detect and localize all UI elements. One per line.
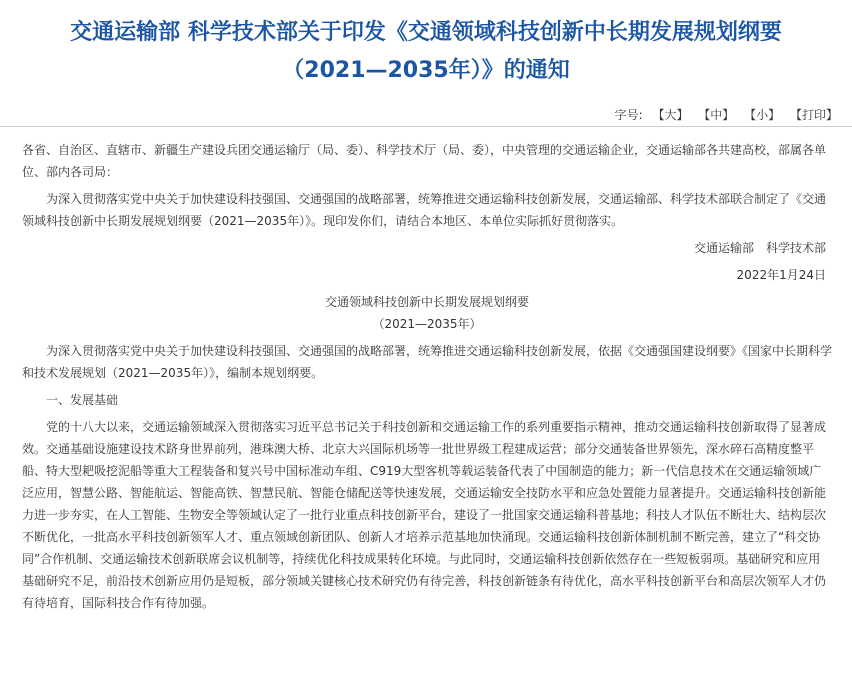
section-heading: 一、发展基础 [46,393,119,407]
article-body [22,139,832,614]
font-size-large-link[interactable]: 【大】 [652,108,689,122]
font-size-small-link[interactable]: 【小】 [744,108,781,122]
title-line-1: 交通运输部 科学技术部关于印发《交通领域科技创新中长期发展规划纲要 [70,20,782,45]
font-size-toolbar [615,106,838,123]
notice-date: 2022年1月24日 [736,268,826,282]
header-divider [0,126,852,127]
outline-period: （2021—2035年） [372,317,482,331]
print-link[interactable]: 【打印】 [789,108,838,122]
notice-recipients: 各省、自治区、直辖市、新疆生产建设兵团交通运输厅（局、委）、科学技术厅（局、委），中央管理的交通运输企业，交通运输部各共建高校，部属各单位、部内各司局： [22,143,827,179]
notice-body: 为深入贯彻落实党中央关于加快建设科技强国、交通强国的战略部署，统筹推进交通运输科技创新发展，交通运输部、科学技术部联合制定了《交通领域科技创新中长期发展规划纲要（2021—2035年）》。现印发你们，请结合本地区、本单位实际抓好贯彻落实。 [22,192,827,228]
page-title [0,14,852,90]
title-line-2: （2021—2035年）》的通知 [282,58,570,83]
notice-signature: 交通运输部 科学技术部 [693,241,826,255]
font-size-label: 字号: [614,108,643,122]
section-paragraph: 党的十八大以来，交通运输领域深入贯彻落实习近平总书记关于科技创新和交通运输工作的系列重要指示精神，推动交通运输科技创新取得了显著成效。交通基础设施建设技术跻身世界前列，港珠澳大桥、北京大兴国际机场等一批世界级工程建成运营；部分交通装备世界领先，深水碎石高精度整平船、特大型耙吸挖泥船等重大工程装备和复兴号中国标准动车组、C919大型客机等载运装备代表了中国制造的能力；新一代信息技术在交通运输领域广泛应用，智慧公路、智能航运、智能高铁、智慧民航、智能仓储配送等快速发展，交通运输安全技防水平和应急处置能力显著提升。交通运输科技创新能力进一步夯实，在人工智能、生物安全等领域认定了一批行业重点科技创新平台，建设了一批国家交通运输科普基地；科技人才队伍不断壮大、结构层次不断优化，一批高水平科技创新领军人才、重点领域创新团队、创新人才培养示范基地加快涌现。交通运输科技创新体制机制不断完善，建立了“科交协同”合作机制、交通运输技术创新联席会议机制等，持续优化科技成果转化环境。与此同时，交通运输科技创新依然存在一些短板弱项。基础研究和应用基础研究不足，前沿技术创新应用仍是短板，部分领域关键核心技术研究仍有待完善，科技创新链条有待优化，高水平科技创新平台和高层次领军人才仍有待培育，国际科技合作有待加强。 [22,420,827,610]
outline-title: 交通领域科技创新中长期发展规划纲要 [324,295,529,309]
font-size-medium-link[interactable]: 【中】 [698,108,735,122]
outline-preface: 为深入贯彻落实党中央关于加快建设科技强国、交通强国的战略部署，统筹推进交通运输科技创新发展，依据《交通强国建设纲要》《国家中长期科学和技术发展规划（2021—2035年）》，编制本规划纲要。 [22,344,833,380]
